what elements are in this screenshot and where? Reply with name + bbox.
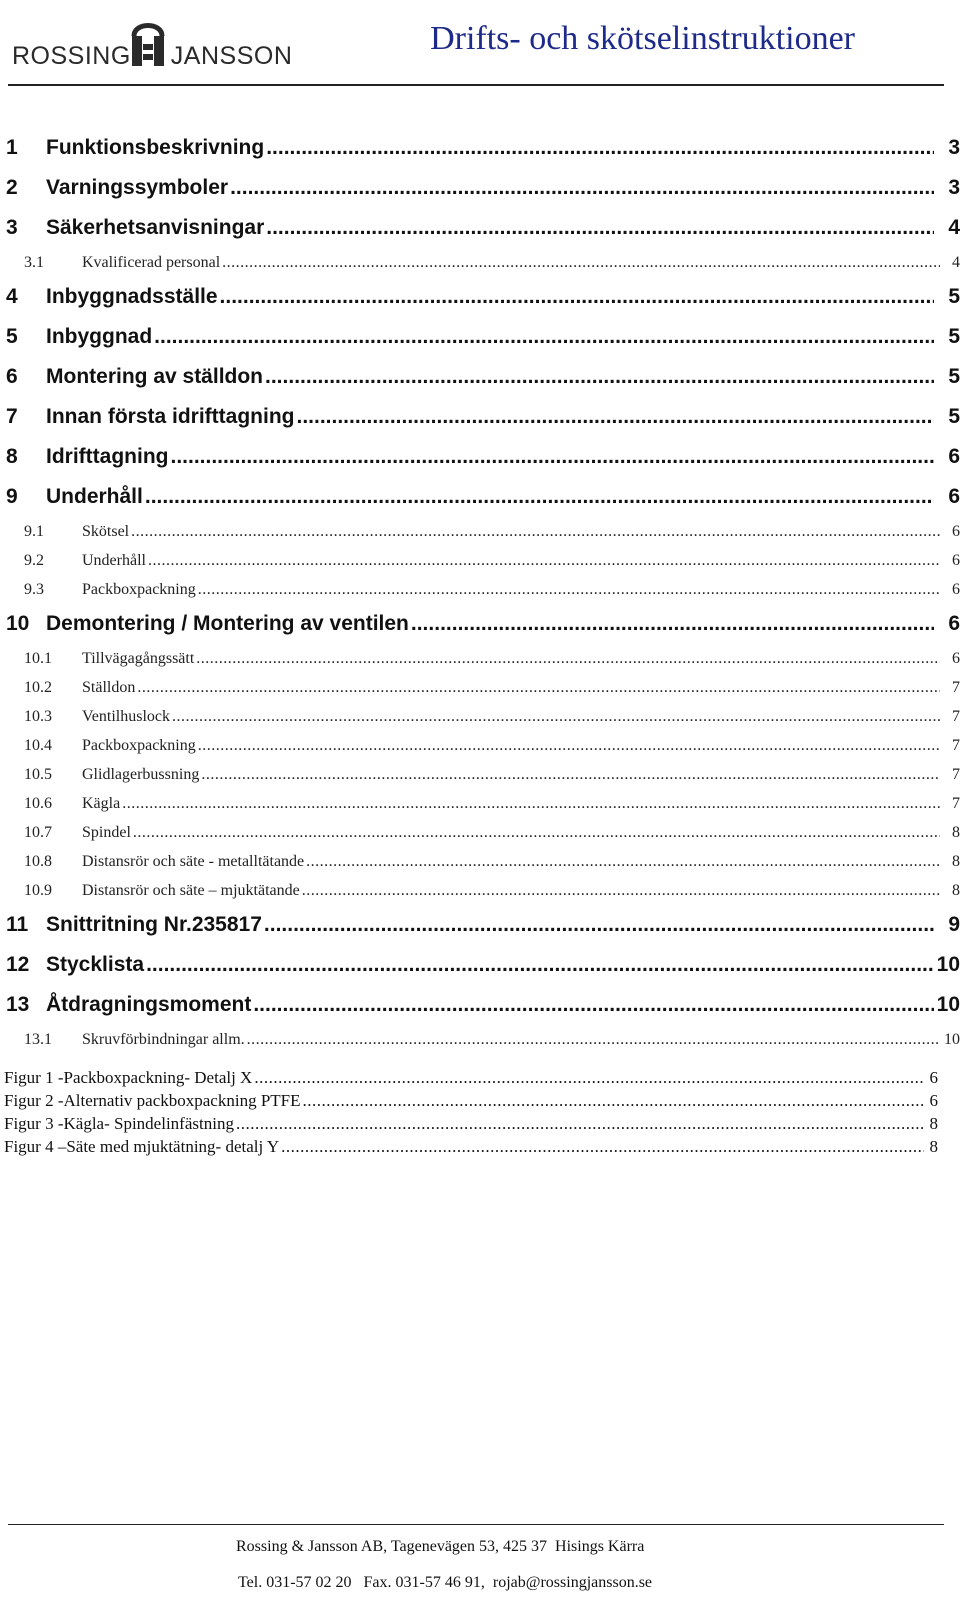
toc-entry-page: 10 xyxy=(936,993,960,1016)
toc-dot-leader xyxy=(247,1025,940,1054)
toc-entry-page: 3 xyxy=(948,136,960,159)
toc-entry-title: Snittritning Nr.235817 xyxy=(46,913,262,936)
toc-entry-page: 6 xyxy=(948,445,960,468)
toc-dot-leader xyxy=(170,437,934,477)
toc-dot-leader xyxy=(253,985,934,1025)
toc-dot-leader xyxy=(133,818,940,847)
figure-entry-title: Figur 1 -Packboxpackning- Detalj X xyxy=(4,1068,253,1087)
toc-dot-leader xyxy=(146,945,934,985)
toc-entry-page: 6 xyxy=(948,485,960,508)
toc-entry-title: Underhåll xyxy=(82,552,146,569)
company-logo xyxy=(10,14,300,74)
toc-entry-number: 10.4 xyxy=(24,737,52,754)
figure-entry-page: 6 xyxy=(929,1091,938,1110)
toc-entry-page: 6 xyxy=(952,650,960,667)
toc-dot-leader xyxy=(265,357,934,397)
page-header xyxy=(0,0,960,86)
footer-address: Rossing & Jansson AB, Tagenevägen 53, 425 37 Hisings Kärra xyxy=(236,1538,645,1555)
toc-entry[interactable] xyxy=(6,945,960,985)
toc-entry-page: 8 xyxy=(952,882,960,899)
figure-entry-page: 8 xyxy=(929,1114,938,1133)
toc-entry-title: Ställdon xyxy=(82,679,136,696)
figure-dot-leader xyxy=(281,1135,924,1158)
toc-entry[interactable] xyxy=(6,818,960,847)
toc-entry-page: 7 xyxy=(952,679,960,696)
figure-entry-page: 6 xyxy=(929,1068,938,1087)
toc-entry-title: Idrifttagning xyxy=(46,445,169,468)
figure-dot-leader xyxy=(236,1112,924,1135)
toc-entry[interactable] xyxy=(6,437,960,477)
toc-entry[interactable] xyxy=(6,1025,960,1054)
toc-entry-number: 9.3 xyxy=(24,581,44,598)
toc-entry-title: Packboxpackning xyxy=(82,737,196,754)
toc-entry-number: 13 xyxy=(6,993,30,1016)
toc-entry-title: Montering av ställdon xyxy=(46,365,264,388)
toc-dot-leader xyxy=(230,168,934,208)
logo-text-right: JANSSON xyxy=(170,42,293,70)
toc-entry[interactable] xyxy=(6,876,960,905)
toc-dot-leader xyxy=(266,128,934,168)
toc-entry-number: 11 xyxy=(6,913,29,936)
toc-entry-number: 12 xyxy=(6,953,30,976)
toc-entry-page: 5 xyxy=(948,405,960,428)
toc-entry-number: 8 xyxy=(6,445,18,468)
toc-entry-page: 7 xyxy=(952,737,960,754)
toc-entry[interactable] xyxy=(6,575,960,604)
toc-entry-number: 6 xyxy=(6,365,18,388)
toc-entry-number: 10.2 xyxy=(24,679,52,696)
toc-entry-number: 9.2 xyxy=(24,552,44,569)
toc-entry[interactable] xyxy=(6,847,960,876)
figure-dot-leader xyxy=(254,1066,924,1089)
toc-entry-title: Stycklista xyxy=(46,953,145,976)
toc-entry-number: 2 xyxy=(6,176,18,199)
figure-entry-title: Figur 3 -Kägla- Spindelinfästning xyxy=(4,1114,234,1133)
toc-entry-page: 6 xyxy=(948,612,960,635)
toc-entry-number: 10.7 xyxy=(24,824,52,841)
toc-entry[interactable] xyxy=(6,760,960,789)
toc-entry-title: Underhåll xyxy=(46,485,143,508)
toc-dot-leader xyxy=(201,760,940,789)
toc-dot-leader xyxy=(302,876,940,905)
toc-entry-title: Demontering / Montering av ventilen xyxy=(46,612,409,635)
toc-entry[interactable] xyxy=(6,731,960,760)
toc-entry-number: 4 xyxy=(6,285,18,308)
toc-entry[interactable] xyxy=(6,208,960,248)
toc-dot-leader xyxy=(198,731,940,760)
figure-entry-title: Figur 2 -Alternativ packboxpackning PTFE xyxy=(4,1091,301,1110)
toc-entry-page: 10 xyxy=(936,953,960,976)
toc-entry[interactable] xyxy=(6,477,960,517)
toc-entry[interactable] xyxy=(6,517,960,546)
toc-entry-title: Innan första idrifttagning xyxy=(46,405,295,428)
toc-entry-number: 10.3 xyxy=(24,708,52,725)
toc-entry-title: Tillvägagångssätt xyxy=(82,650,195,667)
header-divider xyxy=(8,84,944,86)
toc-entry-page: 7 xyxy=(952,766,960,783)
toc-entry-page: 5 xyxy=(948,325,960,348)
toc-entry-number: 10.8 xyxy=(24,853,52,870)
toc-entry-title: Skötsel xyxy=(82,523,130,540)
toc-entry-title: Inbyggnadsställe xyxy=(46,285,218,308)
toc-dot-leader xyxy=(198,575,940,604)
toc-entry[interactable] xyxy=(6,985,960,1025)
toc-entry-page: 7 xyxy=(952,795,960,812)
toc-entry[interactable] xyxy=(6,673,960,702)
toc-dot-leader xyxy=(266,208,934,248)
toc-entry-page: 3 xyxy=(948,176,960,199)
toc-dot-leader xyxy=(172,702,940,731)
toc-dot-leader xyxy=(220,277,934,317)
toc-dot-leader xyxy=(148,546,940,575)
figure-dot-leader xyxy=(303,1089,924,1112)
toc-entry-page: 4 xyxy=(952,254,960,271)
logo-text-left: ROSSING xyxy=(12,42,131,70)
toc-entry[interactable] xyxy=(6,789,960,818)
figure-entry-title: Figur 4 –Säte med mjuktätning- detalj Y xyxy=(4,1137,280,1156)
toc-dot-leader xyxy=(154,317,934,357)
toc-entry[interactable] xyxy=(6,397,960,437)
toc-entry[interactable] xyxy=(6,604,960,644)
toc-entry[interactable] xyxy=(6,702,960,731)
toc-entry-number: 10 xyxy=(6,612,30,635)
toc-dot-leader xyxy=(145,477,934,517)
toc-entry[interactable] xyxy=(6,277,960,317)
toc-entry-number: 9 xyxy=(6,485,18,508)
toc-entry[interactable] xyxy=(6,317,960,357)
toc-entry-page: 10 xyxy=(944,1031,960,1048)
toc-entry[interactable] xyxy=(6,248,960,277)
toc-entry-title: Kägla xyxy=(82,795,121,812)
toc-entry[interactable] xyxy=(6,168,960,208)
toc-dot-leader xyxy=(411,604,934,644)
footer-divider xyxy=(8,1524,944,1525)
figure-entry[interactable] xyxy=(4,1112,938,1135)
toc-entry-page: 8 xyxy=(952,824,960,841)
toc-entry-number: 9.1 xyxy=(24,523,44,540)
toc-entry[interactable] xyxy=(6,905,960,945)
toc-entry[interactable] xyxy=(6,357,960,397)
toc-dot-leader xyxy=(131,517,940,546)
figure-entry[interactable] xyxy=(4,1066,938,1089)
toc-entry-page: 6 xyxy=(952,581,960,598)
toc-entry-title: Skruvförbindningar allm. xyxy=(82,1031,245,1048)
figure-entry[interactable] xyxy=(4,1089,938,1112)
toc-dot-leader xyxy=(122,789,940,818)
toc-entry-page: 5 xyxy=(948,285,960,308)
toc-entry-title: Distansrör och säte – mjuktätande xyxy=(82,882,300,899)
toc-entry-number: 3.1 xyxy=(24,254,44,271)
logo-mark-icon xyxy=(128,14,168,70)
toc-entry-page: 4 xyxy=(948,216,960,239)
document-title: Drifts- och skötselinstruktioner xyxy=(430,20,855,57)
toc-entry-title: Glidlagerbussning xyxy=(82,766,200,783)
toc-entry-number: 10.1 xyxy=(24,650,52,667)
toc-entry-number: 5 xyxy=(6,325,18,348)
toc-dot-leader xyxy=(306,847,940,876)
toc-entry-title: Distansrör och säte - metalltätande xyxy=(82,853,305,870)
toc-entry-number: 1 xyxy=(6,136,18,159)
toc-entry-title: Funktionsbeskrivning xyxy=(46,136,265,159)
toc-entry[interactable] xyxy=(6,546,960,575)
toc-entry-title: Packboxpackning xyxy=(82,581,196,598)
toc-entry-number: 10.9 xyxy=(24,882,52,899)
toc-dot-leader xyxy=(222,248,940,277)
toc-entry-title: Varningssymboler xyxy=(46,176,229,199)
toc-entry-number: 10.6 xyxy=(24,795,52,812)
toc-entry-title: Spindel xyxy=(82,824,131,841)
toc-entry-page: 8 xyxy=(952,853,960,870)
toc-dot-leader xyxy=(264,905,934,945)
toc-entry-page: 6 xyxy=(952,523,960,540)
figure-entry[interactable] xyxy=(4,1135,938,1158)
toc-entry-title: Kvalificerad personal xyxy=(82,254,221,271)
toc-entry-number: 13.1 xyxy=(24,1031,52,1048)
toc-entry-title: Åtdragningsmoment xyxy=(46,993,252,1016)
toc-entry-number: 3 xyxy=(6,216,18,239)
toc-dot-leader xyxy=(296,397,934,437)
toc-entry-page: 9 xyxy=(948,913,960,936)
list-of-figures xyxy=(4,1066,938,1158)
toc-entry-number: 7 xyxy=(6,405,18,428)
toc-entry-title: Ventilhuslock xyxy=(82,708,170,725)
toc-dot-leader xyxy=(196,644,940,673)
table-of-contents xyxy=(6,128,960,1054)
toc-entry-page: 6 xyxy=(952,552,960,569)
toc-entry-page: 5 xyxy=(948,365,960,388)
toc-entry-page: 7 xyxy=(952,708,960,725)
toc-entry-number: 10.5 xyxy=(24,766,52,783)
toc-dot-leader xyxy=(137,673,940,702)
figure-entry-page: 8 xyxy=(929,1137,938,1156)
toc-entry-title: Säkerhetsanvisningar xyxy=(46,216,265,239)
footer-contact: Tel. 031-57 02 20 Fax. 031-57 46 91, rojab@rossingjansson.se xyxy=(238,1574,653,1591)
toc-entry[interactable] xyxy=(6,128,960,168)
toc-entry[interactable] xyxy=(6,644,960,673)
toc-entry-title: Inbyggnad xyxy=(46,325,153,348)
